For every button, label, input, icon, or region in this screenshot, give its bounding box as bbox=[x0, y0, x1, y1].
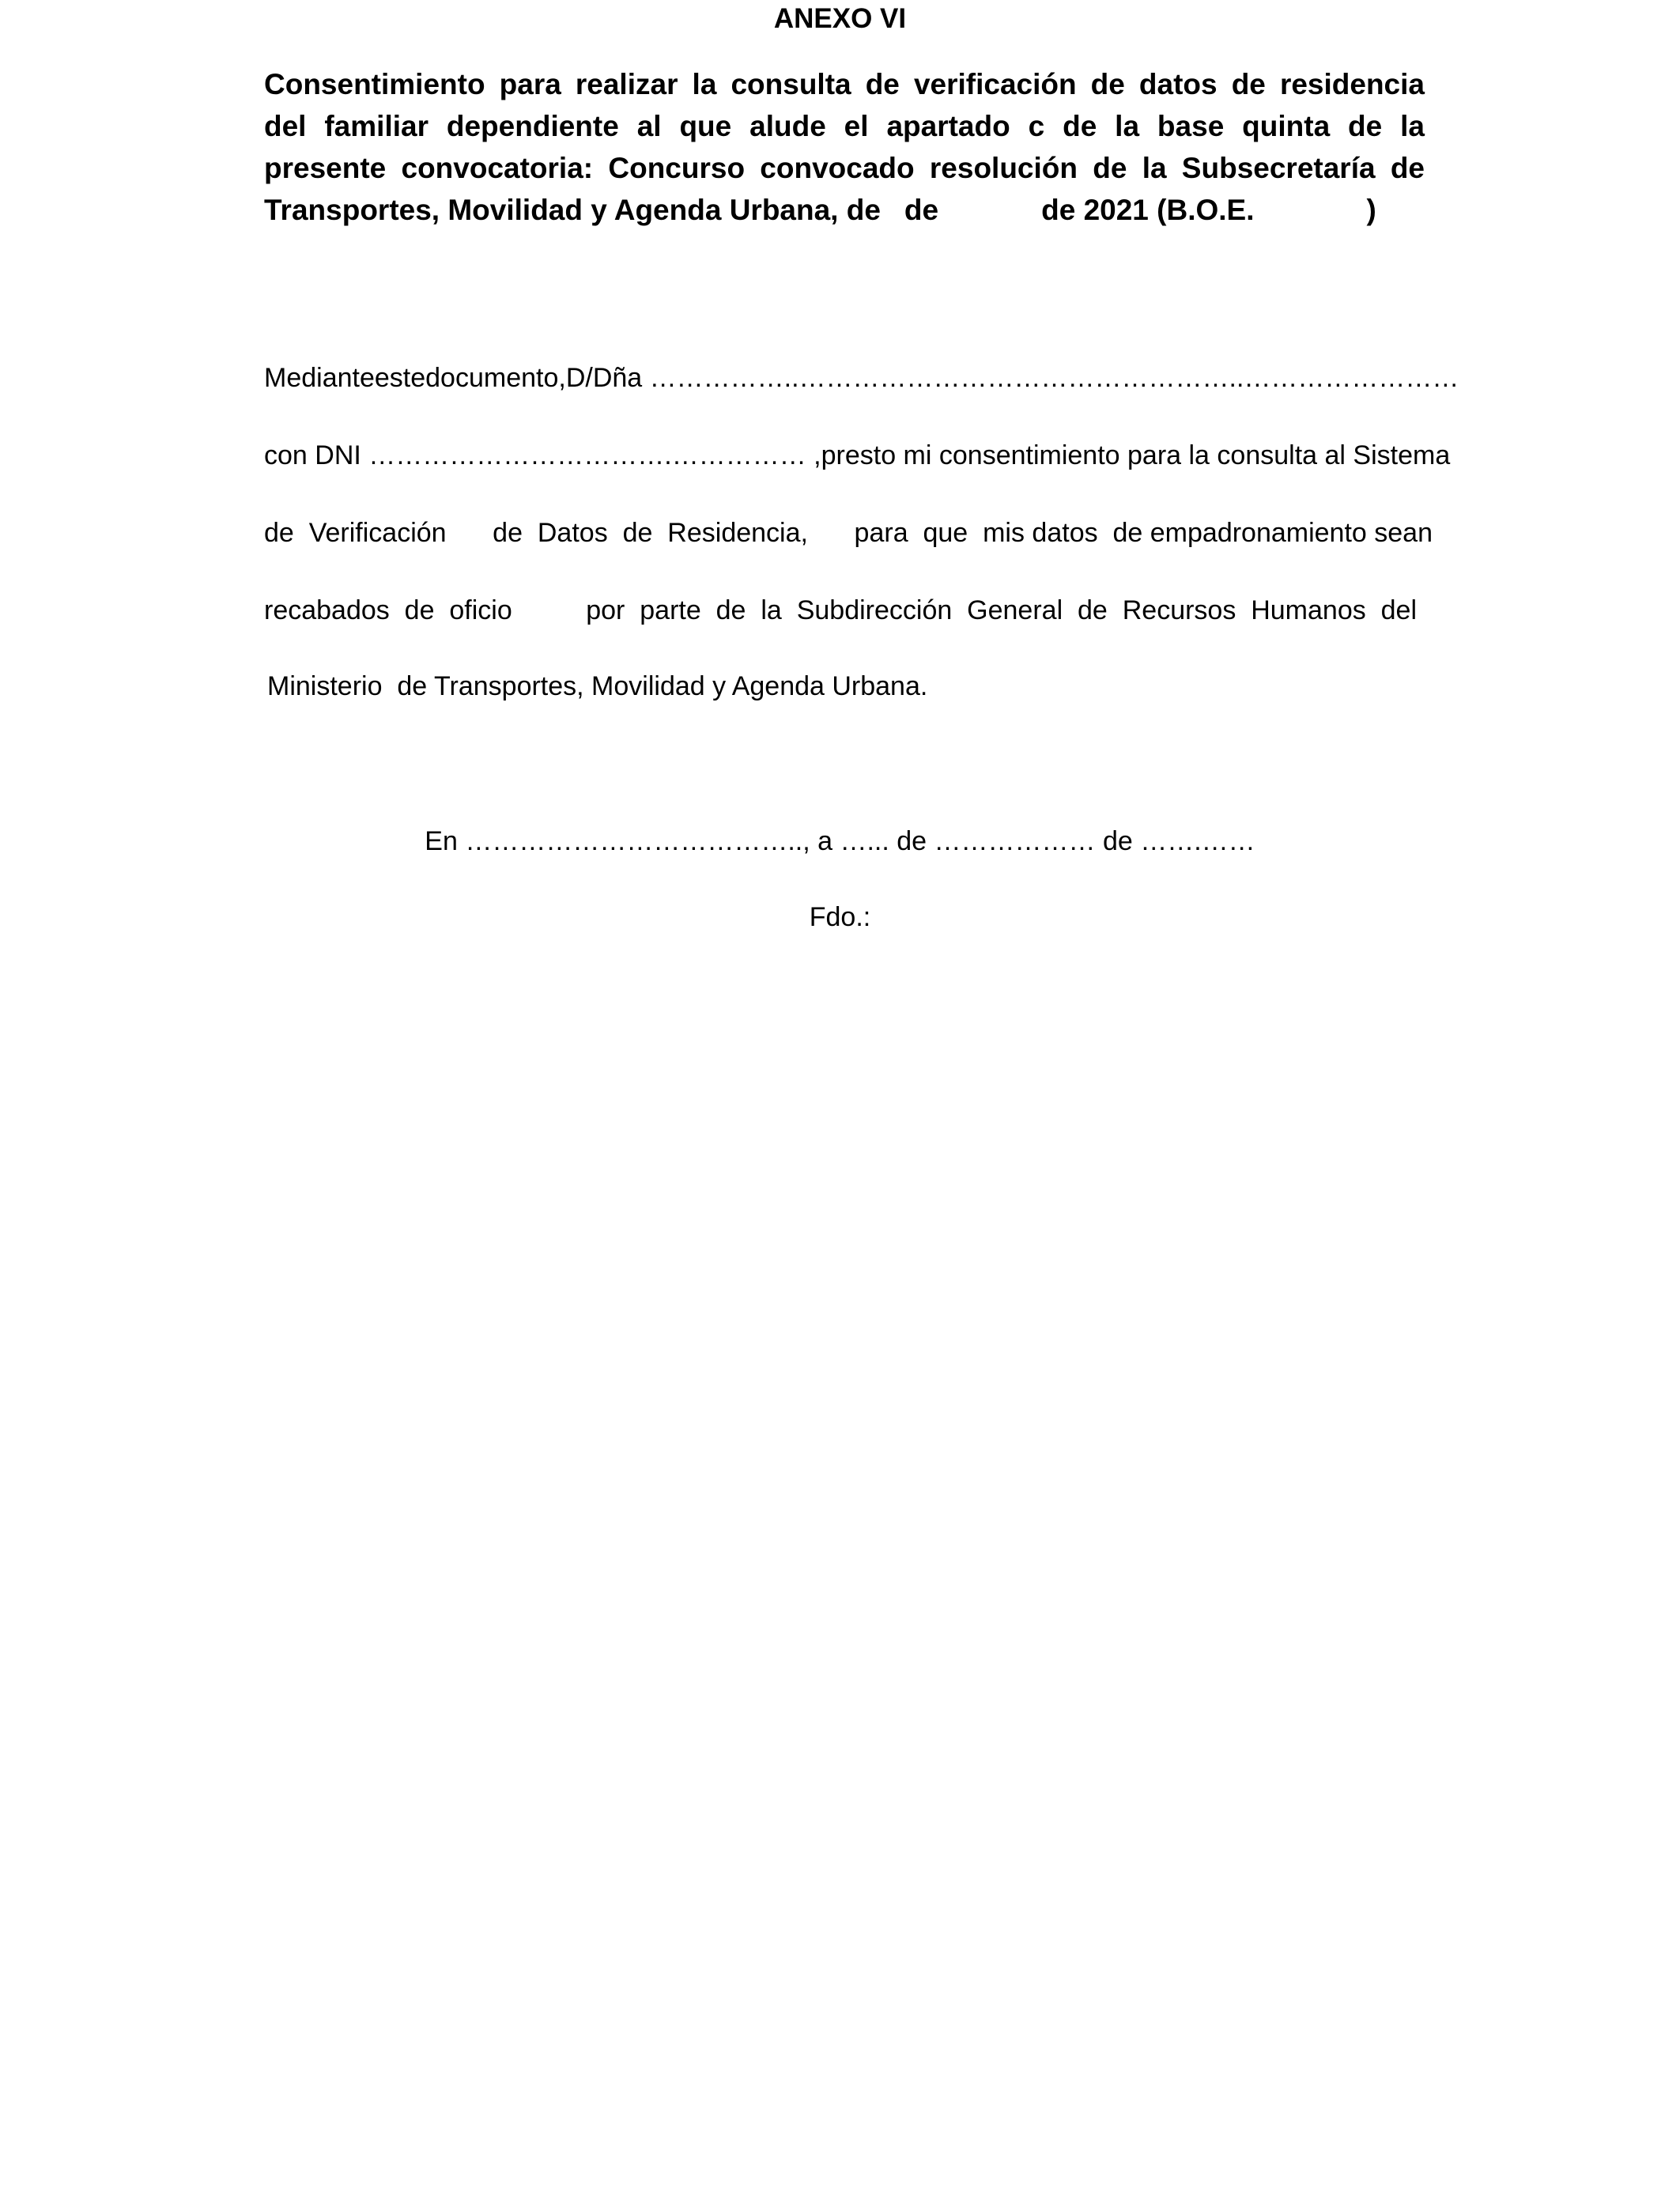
body-word-este: este bbox=[374, 363, 426, 393]
body-line-3 bbox=[264, 515, 1433, 550]
dni-blank-field: con DNI …………………………….…………… , bbox=[264, 440, 821, 470]
body-line-3-part-b: de Datos de Residencia, bbox=[493, 518, 808, 548]
heading-line-4-part-d: ) bbox=[1366, 194, 1376, 226]
heading-line-4 bbox=[264, 189, 1425, 231]
heading-line-4-part-b: de bbox=[904, 194, 939, 226]
body-line-5: Ministerio de Transportes, Movilidad y Agenda Urbana. bbox=[267, 671, 928, 701]
body-line-2-text: presto mi consentimiento para la consulta al Sistema bbox=[821, 440, 1451, 470]
heading-line-1: Consentimiento para realizar la consulta de verificación de datos de residencia bbox=[264, 68, 1425, 100]
body-line-3-part-c: para que mis datos de empadronamiento sean bbox=[854, 518, 1433, 548]
body-line-4-part-a: recabados de oficio bbox=[264, 595, 512, 625]
consent-heading bbox=[264, 63, 1425, 231]
heading-line-2: del familiar dependiente al que alude el apartado c de la base quinta de la bbox=[264, 110, 1425, 142]
annex-title: ANEXO VI bbox=[773, 3, 907, 34]
body-line-2 bbox=[264, 438, 1451, 473]
place-date-line: En ……………………………….., a …... de ……………… de …….…… bbox=[425, 826, 1255, 856]
name-blank-field: D/Dña ……………..…………………………………………..…………………… bbox=[565, 363, 1459, 393]
body-line-1 bbox=[264, 361, 1459, 395]
body-word-mediante: Mediante bbox=[264, 363, 375, 393]
body-word-documento: documento, bbox=[425, 363, 566, 393]
body-line-3-part-a: de Verificación bbox=[264, 518, 447, 548]
body-line-4-part-b: por parte de la Subdirección General de Recursos Humanos del bbox=[586, 595, 1417, 625]
signature-label: Fdo.: bbox=[809, 902, 871, 932]
body-line-4 bbox=[264, 593, 1417, 628]
heading-line-4-part-a: Transportes, Movilidad y Agenda Urbana, de bbox=[264, 194, 881, 226]
heading-line-4-part-c: de 2021 (B.O.E. bbox=[1041, 194, 1255, 226]
heading-line-3: presente convocatoria: Concurso convocado resolución de la Subsecretaría de bbox=[264, 152, 1425, 184]
